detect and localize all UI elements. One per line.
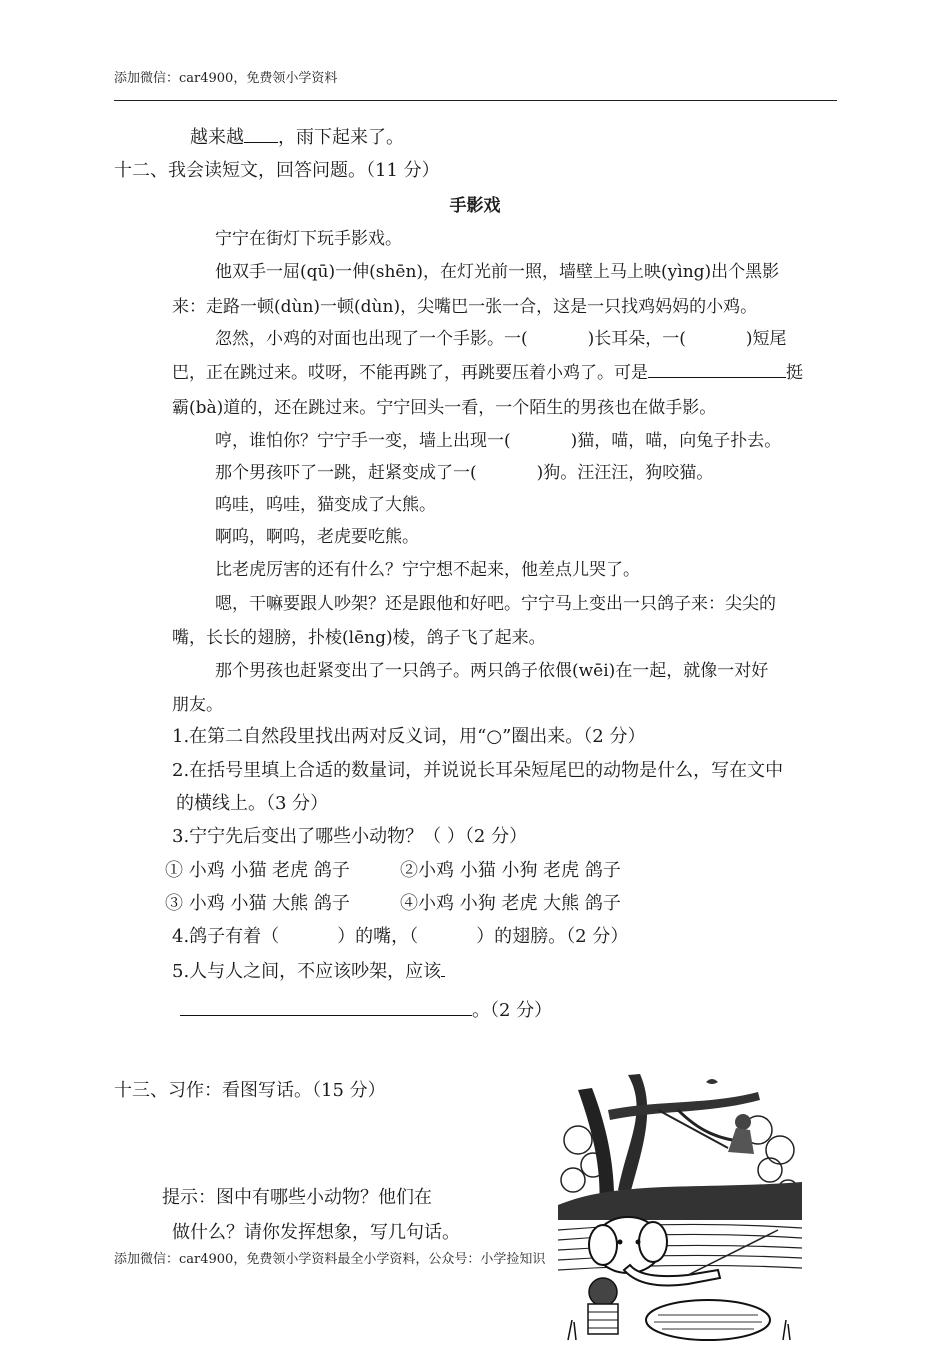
story-p9-line2: 嘴，长长的翅膀，扑棱(lēng)棱，鸽子飞了起来。 (172, 628, 546, 648)
story-title: 手影戏 (449, 196, 501, 216)
question-3-option-1[interactable]: ① 小鸡 小猫 老虎 鸽子 (165, 860, 350, 881)
p5-text-b: )狗。汪汪汪，狗咬猫。 (536, 463, 714, 483)
story-p4 (215, 426, 781, 451)
previous-answer-blank[interactable] (244, 124, 278, 143)
writing-hint-line2: 做什么？请你发挥想象，写几句话。 (172, 1222, 460, 1243)
section12-heading: 十二、我会读短文，回答问题。（11 分） (114, 160, 440, 181)
q5-text: 5.人与人之间，不应该吵架，应该 (172, 961, 442, 982)
animal-name-blank[interactable] (648, 360, 786, 378)
previous-suffix: ，雨下起来了。 (278, 127, 404, 148)
story-p10-line1: 那个男孩也赶紧变出了一只鸽子。两只鸽子依偎(wēi)在一起，就像一对好 (215, 661, 769, 681)
story-p1: 宁宁在街灯下玩手影戏。 (215, 229, 402, 249)
question-5-line1 (172, 957, 445, 983)
animals-illustration (558, 1070, 802, 1344)
q4-text-a: 4.鸽子有着（ (172, 926, 280, 947)
story-p10-line2: 朋友。 (172, 695, 223, 715)
p3-text-b: )长耳朵，一( (587, 329, 686, 349)
page-footer: 添加微信：car4900，免费领小学资料最全小学资料，公众号：小学捡知识 (114, 1252, 546, 1267)
p4-text-b: )猫，喵，喵，向兔子扑去。 (570, 431, 782, 451)
p3-text-a: 忽然，小鸡的对面也出现了一个手影。一( (215, 329, 528, 349)
header-divider (114, 100, 837, 101)
q4-text-b: ）的嘴，（ (337, 926, 419, 947)
story-p5 (215, 458, 713, 483)
p3-text-d: 巴，正在跳过来。哎呀，不能再跳了，再跳要压着小鸡了。可是 (172, 363, 648, 383)
story-p3-line2 (172, 358, 803, 383)
previous-prefix: 越来越 (190, 127, 244, 148)
q5-stub (441, 958, 445, 977)
question-3: 3.宁宁先后变出了哪些小动物？（ ）（2 分） (172, 826, 528, 847)
q5-suffix: 。（2 分） (472, 1000, 553, 1021)
question-3-option-4[interactable]: ④小鸡 小狗 老虎 大熊 鸽子 (400, 893, 621, 914)
q5-answer-blank[interactable] (180, 997, 472, 1016)
question-2-line1: 2.在括号里填上合适的数量词，并说说长耳朵短尾巴的动物是什么，写在文中 (172, 760, 784, 781)
question-5-line2 (180, 996, 552, 1022)
writing-hint-line1: 提示：图中有哪些小动物？他们在 (162, 1187, 432, 1208)
p3-text-e: 挺 (786, 363, 803, 383)
q4-text-c: ）的翅膀。（2 分） (476, 926, 629, 947)
p5-text-a: 那个男孩吓了一跳，赶紧变成了一( (215, 463, 477, 483)
story-p8: 比老虎厉害的还有什么？宁宁想不起来，他差点儿哭了。 (215, 560, 640, 580)
story-p3-line3: 霸(bà)道的，还在跳过来。宁宁回头一看，一个陌生的男孩也在做手影。 (172, 398, 717, 418)
p3-text-c: )短尾 (745, 329, 787, 349)
story-p6: 呜哇，呜哇，猫变成了大熊。 (215, 495, 436, 515)
question-1: 1.在第二自然段里找出两对反义词，用“○”圈出来。（2 分） (172, 726, 646, 747)
story-p9-line1: 嗯，干嘛要跟人吵架？还是跟他和好吧。宁宁马上变出一只鸽子来：尖尖的 (215, 594, 776, 614)
story-p2-line2: 来：走路一顿(dùn)一顿(dùn)，尖嘴巴一张一合，这是一只找鸡妈妈的小鸡。 (172, 297, 758, 317)
question-2-line2: 的横线上。（3 分） (176, 793, 329, 814)
story-p2-line1: 他双手一屈(qū)一伸(shēn)，在灯光前一照，墙壁上马上映(yìng)出个黑影 (215, 262, 780, 282)
story-p7: 啊呜，啊呜，老虎要吃熊。 (215, 527, 419, 547)
question-4 (172, 922, 628, 948)
page-header: 添加微信：car4900，免费领小学资料 (114, 71, 338, 86)
section13-heading: 十三、习作：看图写话。（15 分） (114, 1080, 386, 1101)
previous-question-line (190, 123, 404, 149)
question-3-option-3[interactable]: ③ 小鸡 小猫 大熊 鸽子 (165, 893, 350, 914)
p4-text-a: 哼，谁怕你？宁宁手一变，墙上出现一( (215, 431, 511, 451)
question-3-option-2[interactable]: ②小鸡 小猫 小狗 老虎 鸽子 (400, 860, 621, 881)
story-p3-line1 (215, 324, 787, 349)
